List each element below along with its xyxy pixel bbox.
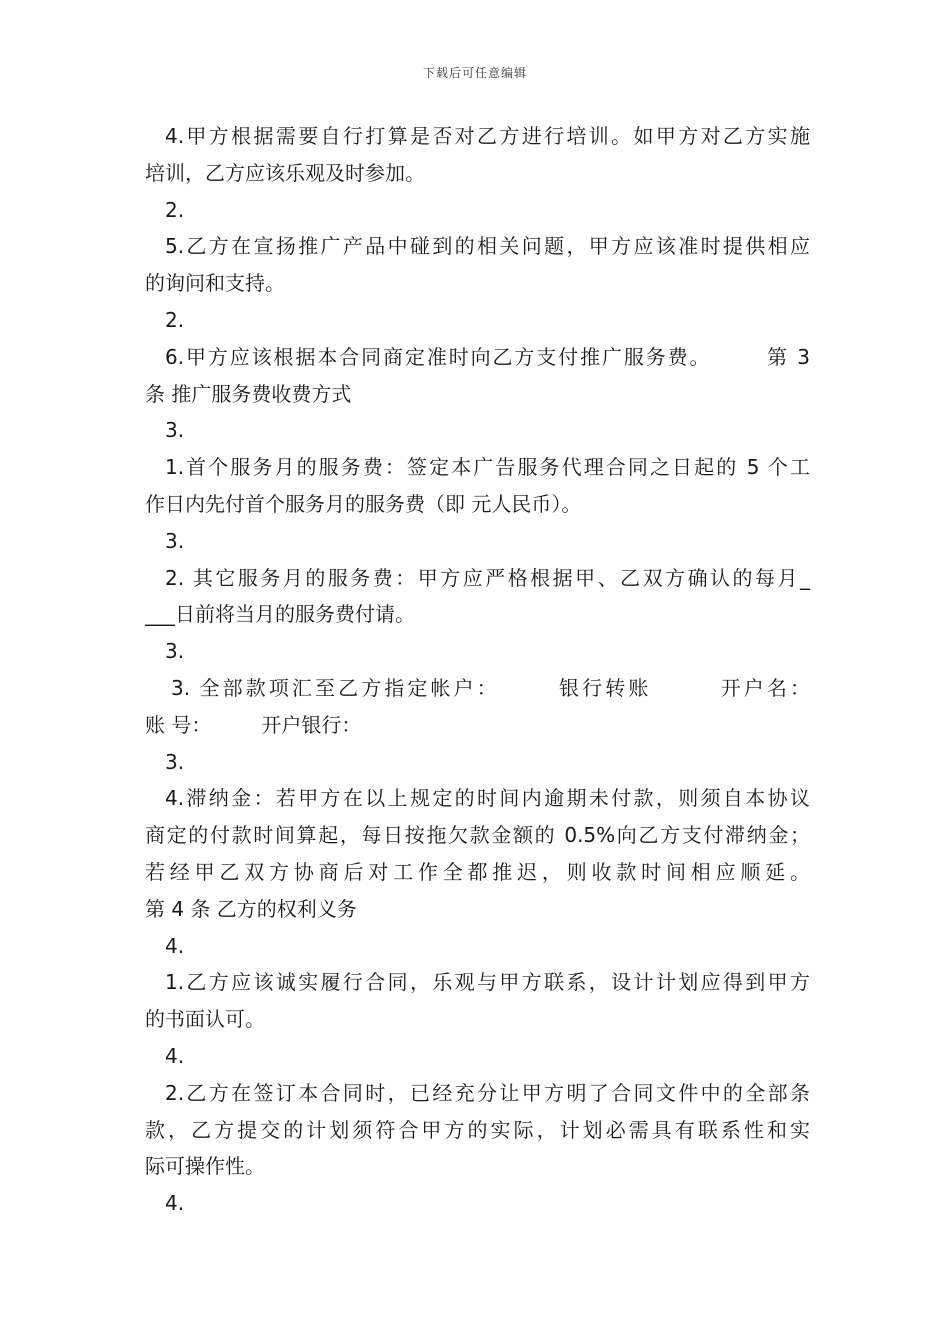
text-line: 若经甲乙双方协商后对工作全都推迟，则收款时间相应顺延。 [145, 859, 810, 884]
text-line: 3. [165, 418, 185, 443]
text-line: 的询问和支持。 [145, 271, 285, 296]
text-line: 1.乙方应该诚实履行合同，乐观与甲方联系，设计计划应得到甲方 [165, 970, 810, 995]
text-line: 1.首个服务月的服务费：签定本广告服务代理合同之日起的 5 个工 [165, 455, 810, 480]
text-line: 2. 其它服务月的服务费：甲方应严格根据甲、乙双方确认的每月_ [165, 565, 810, 590]
text-line: 条 推广服务费收费方式 [145, 381, 352, 406]
text-line: 的书面认可。 [145, 1007, 265, 1032]
text-line: 2.乙方在签订本合同时，已经充分让甲方明了合同文件中的全部条 [165, 1080, 810, 1105]
text-line: 际可操作性。 [145, 1154, 265, 1179]
text-line: 账 号： 开户银行： [145, 712, 362, 737]
page-header: 下载后可任意编辑 [422, 66, 527, 80]
text-line: 4. [165, 933, 185, 958]
text-line: 4. [165, 1043, 185, 1068]
text-line: 第 4 条 乙方的权利义务 [145, 896, 357, 921]
text-line: 4.滞纳金：若甲方在以上规定的时间内逾期未付款，则须自本协议 [165, 786, 810, 811]
text-line: 商定的付款时间算起，每日按拖欠款金额的 0.5%向乙方支付滞纳金； [145, 823, 810, 848]
text-line: 3. 全部款项汇至乙方指定帐户： 银行转账 开户名： [171, 675, 810, 700]
text-line: 4.甲方根据需要自行打算是否对乙方进行培训。如甲方对乙方实施 [165, 124, 810, 148]
text-line: 2. [165, 197, 185, 222]
text-line: ___日前将当月的服务费付请。 [145, 602, 415, 627]
text-line: 5.乙方在宣扬推广产品中碰到的相关问题，甲方应该准时提供相应 [165, 234, 810, 259]
text-line: 6.甲方应该根据本合同商定准时向乙方支付推广服务费。 第 3 [165, 344, 810, 369]
text-line: 培训，乙方应该乐观及时参加。 [145, 160, 425, 185]
text-line: 作日内先付首个服务月的服务费（即 元人民币）。 [145, 491, 582, 516]
text-line: 款，乙方提交的计划须符合甲方的实际，计划必需具有联系性和实 [145, 1117, 810, 1142]
text-line: 4. [165, 1191, 185, 1216]
text-line: 2. [165, 307, 185, 332]
text-line: 3. [165, 639, 185, 664]
document-body [145, 118, 810, 1222]
text-line: 3. [165, 528, 185, 553]
text-line: 3. [165, 749, 185, 774]
